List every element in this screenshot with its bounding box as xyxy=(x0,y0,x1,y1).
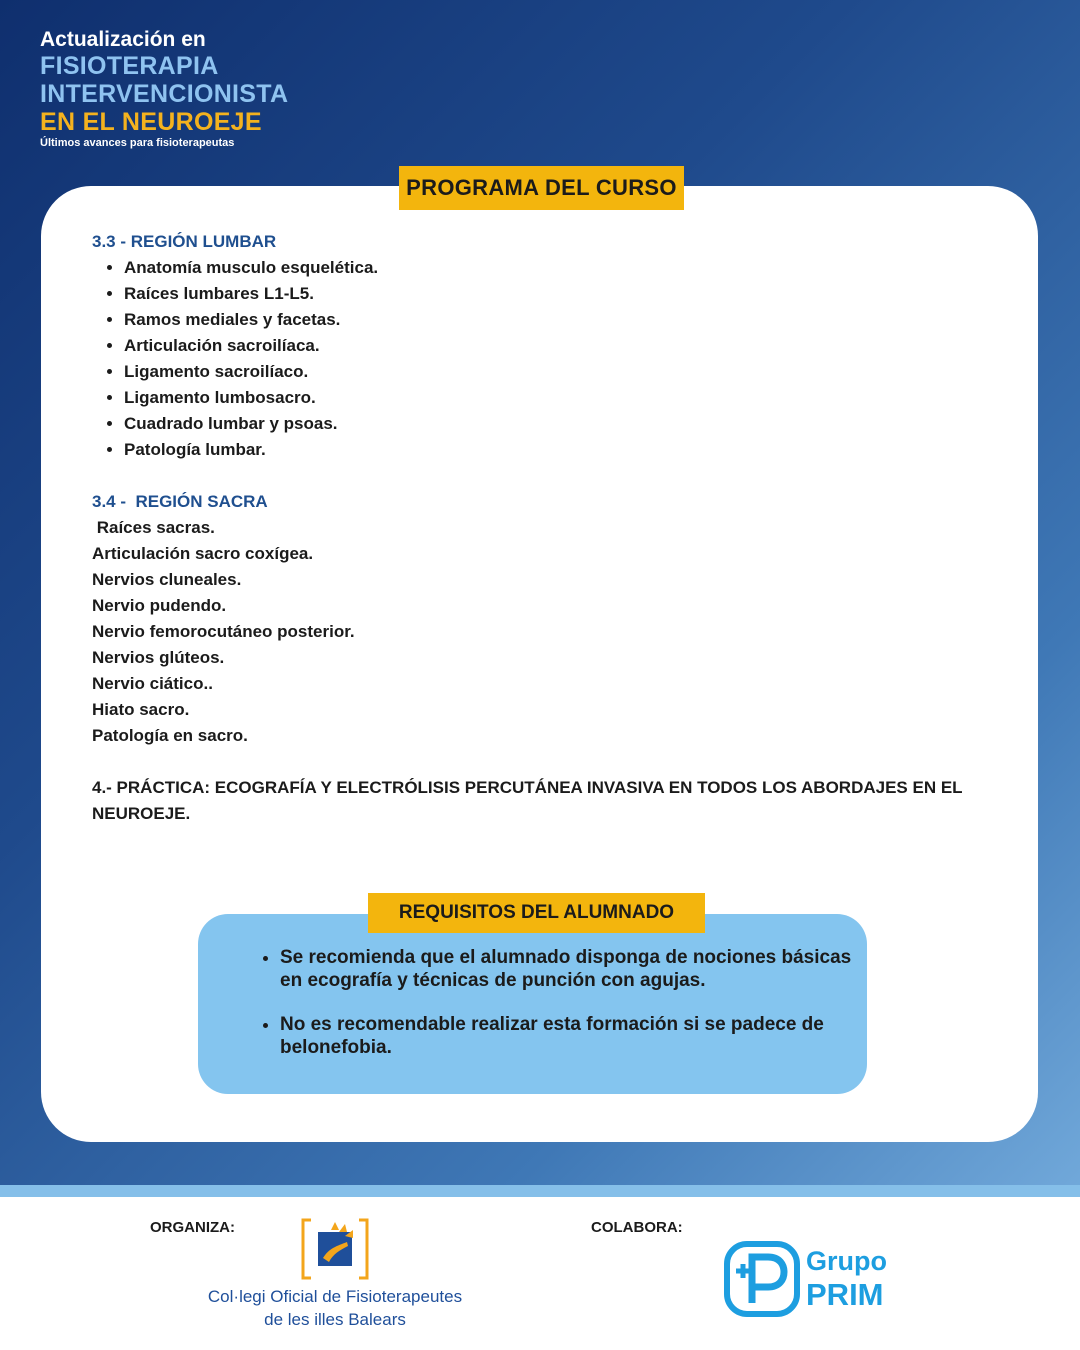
organizer-line-1: Col·legi Oficial de Fisioterapeutes xyxy=(207,1287,463,1306)
list-item: Raíces sacras. xyxy=(92,518,215,537)
list-item: • Se recomienda que el alumnado disponga de nociones básicas en ecografía y técnicas de punción con agujas. xyxy=(280,946,860,992)
list-item: Patología en sacro. xyxy=(92,726,248,745)
program-title: PROGRAMA DEL CURSO xyxy=(399,166,684,210)
course-header xyxy=(40,28,288,150)
header-line-4: EN EL NEUROEJE xyxy=(40,108,262,136)
list-item: • Anatomía musculo esquelética. xyxy=(124,255,992,281)
list-item: • Ligamento sacroilíaco. xyxy=(124,359,992,385)
organizer-name xyxy=(190,1285,480,1331)
program-content xyxy=(92,229,992,827)
requirements-list xyxy=(258,946,860,1080)
header-subtitle: Últimos avances para fisioterapeutas xyxy=(40,137,235,149)
header-line-3: INTERVENCIONISTA xyxy=(40,80,289,108)
requirements-title: REQUISITOS DEL ALUMNADO xyxy=(368,893,705,933)
header-line-2: FISIOTERAPIA xyxy=(40,52,219,80)
section-3-3-heading: 3.3 - REGIÓN LUMBAR xyxy=(92,232,277,251)
list-item: Nervio pudendo. xyxy=(92,596,227,615)
list-item: • Articulación sacroilíaca. xyxy=(124,333,992,359)
coib-logo-icon xyxy=(301,1218,369,1280)
list-item: Nervio ciático.. xyxy=(92,674,213,693)
list-item: • Ligamento lumbosacro. xyxy=(124,385,992,411)
list-item: Hiato sacro. xyxy=(92,700,190,719)
organizer-line-2: de les illes Balears xyxy=(264,1310,406,1329)
list-item: Nervio femorocutáneo posterior. xyxy=(92,622,355,641)
list-item: Articulación sacro coxígea. xyxy=(92,544,314,563)
grupo-prim-logo-icon xyxy=(724,1241,800,1317)
list-item: • Ramos mediales y facetas. xyxy=(124,307,992,333)
list-item: • No es recomendable realizar esta formación si se padece de belonefobia. xyxy=(280,1013,860,1059)
list-item: • Raíces lumbares L1-L5. xyxy=(124,281,992,307)
collaborator-line-2: PRIM xyxy=(806,1277,884,1312)
footer-divider xyxy=(0,1185,1080,1197)
header-line-1: Actualización en xyxy=(40,28,206,51)
list-item: • Patología lumbar. xyxy=(124,437,992,463)
list-item: • Cuadrado lumbar y psoas. xyxy=(124,411,992,437)
section-3-4-list xyxy=(92,515,992,749)
collaborator-line-1: Grupo xyxy=(806,1246,887,1276)
practica-heading: 4.- PRÁCTICA: ECOGRAFÍA Y ELECTRÓLISIS PERCUTÁNEA INVASIVA EN TODOS LOS ABORDAJES EN EL NEUROEJE. xyxy=(92,778,963,823)
list-item: Nervios cluneales. xyxy=(92,570,242,589)
section-3-4-heading: 3.4 - REGIÓN SACRA xyxy=(92,492,268,511)
collaborator-name xyxy=(806,1244,887,1312)
list-item: Nervios glúteos. xyxy=(92,648,225,667)
section-3-3-list xyxy=(92,255,992,463)
colabora-label: COLABORA: xyxy=(591,1219,683,1236)
organiza-label: ORGANIZA: xyxy=(150,1219,235,1236)
